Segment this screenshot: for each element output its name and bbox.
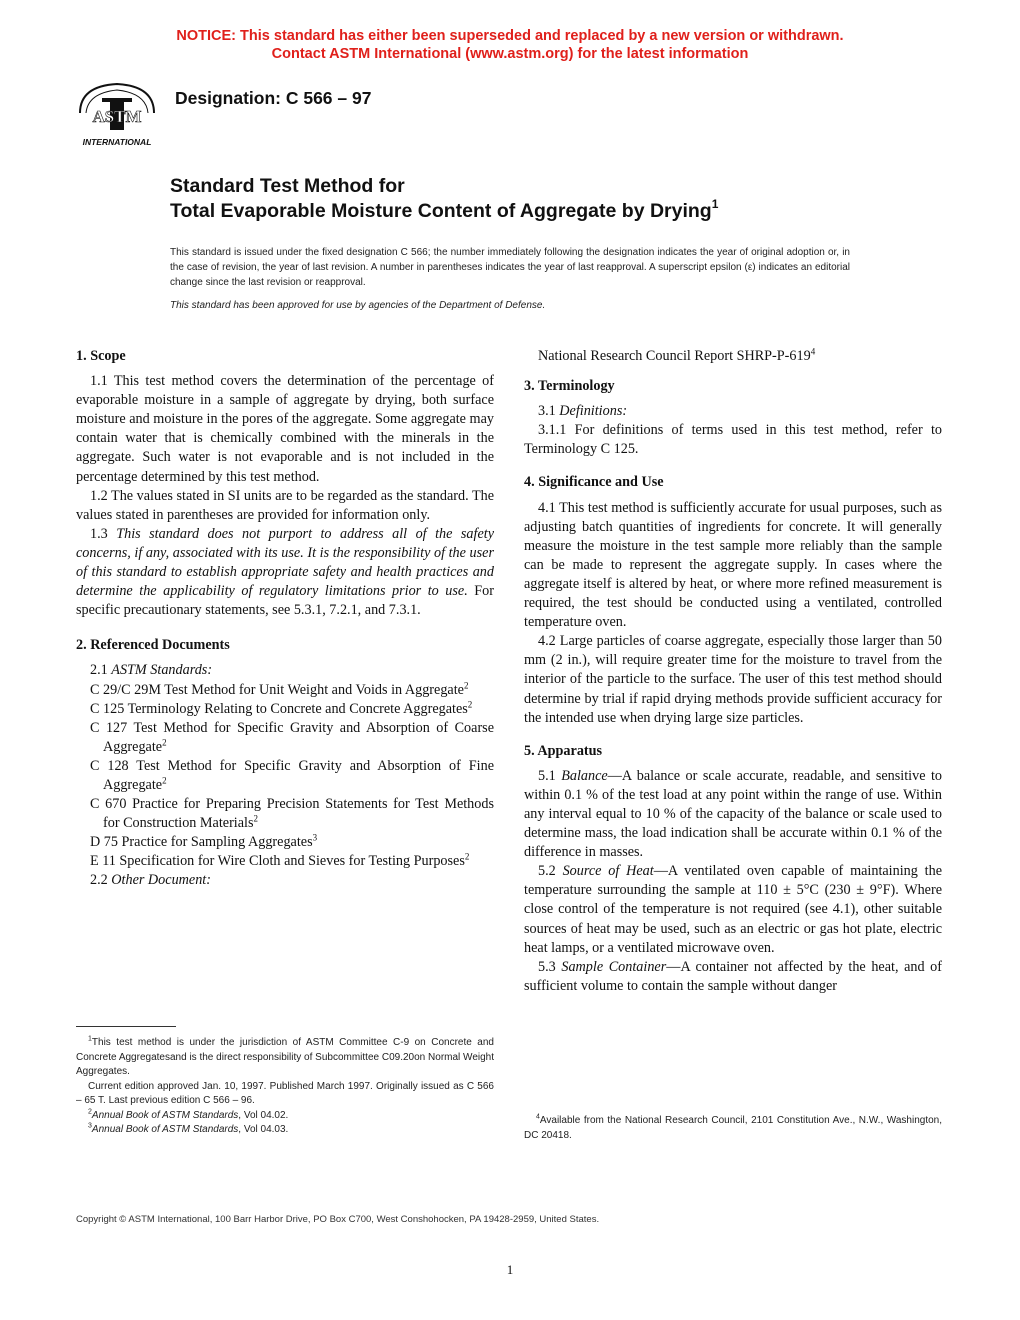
reference-text: C 125 Terminology Relating to Concrete and Concrete Aggregates [90, 700, 468, 717]
footnote-rule [76, 1026, 176, 1027]
reference-text: C 128 Test Method for Specific Gravity and Absorption of Fine Aggregate [90, 757, 494, 793]
footnote-3-italic: Annual Book of ASTM Standards [91, 1124, 239, 1135]
reference-text: D 75 Practice for Sampling Aggregates [90, 834, 313, 851]
footnote-2-mark: 2 [88, 1108, 92, 1116]
reference-sup: 2 [162, 737, 167, 748]
footnote-1-text: This test method is under the jurisdiction of ASTM Committee C-9 on Concrete and Concrete Aggregatesand is the direct responsibility of Subcommittee C09.20on Normal Weight Aggregates. [76, 1037, 494, 1077]
sub1-label: ASTM Standards: [111, 662, 213, 679]
reference-item [76, 852, 494, 871]
footnote-4-mark: 4 [536, 1113, 540, 1121]
apparatus-5-2 [524, 862, 942, 957]
footnotes-right [524, 1114, 942, 1143]
reference-sup: 2 [162, 775, 167, 786]
scope-1-3-italic: This standard does not purport to address all of the safety concerns, if any, associated with its use. It is the responsibility of the user of this standard to establish appropriate safety and health practices and determine the applicability of regulatory limitations prior to use. [76, 525, 494, 600]
footnote-3-mark: 3 [88, 1122, 92, 1130]
definitions-label: Definitions: [559, 403, 628, 420]
supersede-notice [0, 27, 1020, 63]
left-column [76, 345, 494, 891]
apparatus-5-1-num: 5.1 [538, 767, 562, 784]
reference-sup: 2 [467, 698, 473, 709]
logo-subtext: INTERNATIONAL [82, 137, 152, 147]
reference-sup: 2 [464, 851, 470, 862]
terminology-3-1-1: 3.1.1 For definitions of terms used in this test method, refer to Terminology C 125. [524, 422, 942, 458]
apparatus-5-3-text: —A container not affected by the heat, and of sufficient volume to contain the sample without danger [524, 958, 943, 994]
right-column [524, 345, 942, 996]
significance-heading: 4. Significance and Use [524, 474, 664, 491]
referenced-heading: 2. Referenced Documents [76, 637, 230, 654]
scope-1-3-num: 1.3 [90, 525, 117, 542]
reference-text: E 11 Specification for Wire Cloth and Sieves for Testing Purposes [90, 853, 465, 870]
apparatus-heading: 5. Apparatus [524, 742, 603, 759]
scope-heading: 1. Scope [76, 348, 126, 364]
sub2-num: 2.2 [90, 872, 112, 889]
title-line-1: Standard Test Method for [170, 175, 405, 197]
reference-list [76, 681, 494, 872]
reference-text: C 29/C 29M Test Method for Unit Weight and Voids in Aggregate [90, 681, 464, 698]
scope-1-3-rest: For specific precautionary statements, see 5.3.1, 7.2.1, and 7.3.1. [76, 583, 495, 619]
astm-logo [72, 78, 162, 148]
footnote-4 [524, 1114, 942, 1143]
footnote-1-mark: 1 [88, 1035, 92, 1043]
designation: Designation: C 566 – 97 [175, 88, 372, 108]
title-footnote-mark: 1 [711, 196, 719, 211]
definitions-sub [524, 402, 942, 421]
scope-1-3 [76, 525, 494, 620]
reference-item [76, 833, 494, 852]
other-document [524, 347, 942, 366]
apparatus-5-1 [524, 767, 942, 862]
apparatus-5-2-num: 5.2 [538, 863, 563, 880]
footnote-1b: Current edition approved Jan. 10, 1997. Published March 1997. Originally issued as C 566 – 65 T. Last previous edition C 566 – 96. [76, 1080, 494, 1106]
approved-note: This standard has been approved for use by agencies of the Department of Defense. [170, 300, 546, 311]
document-title [170, 174, 718, 224]
apparatus-5-2-text: —A ventilated oven capable of maintaining the temperature surrounding the sample at 110 ± 5°C (230 ± 9°F). Where close control of the temperature is not required (see 4.1), other suitable sources of heat may be used, such as an electric or gas hot plate, electric heat lamps, or a ventilated microwave oven. [524, 863, 943, 956]
reference-item [76, 700, 494, 719]
significance-4-2: 4.2 Large particles of coarse aggregate, especially those larger than 50 mm (2 in.), will require greater time for the moisture to travel from the interior of the particle to the surface. The user of this test method should determine by trial if rapid drying methods provide sufficient accuracy for the intended use when drying large size particles. [524, 633, 942, 726]
significance-4-1: 4.1 This test method is sufficiently accurate for usual purposes, such as adjusting batch quantities of ingredients for concrete. It will generally measure the moisture in the test sample more reliably than the sample can be made to represent the aggregate supply. In cases where the aggregate itself is altered by heat, or where more refined measurement is required, the test should be conducted using a ventilated, controlled temperature oven. [524, 499, 942, 631]
other-document-sup: 4 [810, 346, 816, 357]
apparatus-5-1-text: —A balance or scale accurate, readable, and sensitive to within 0.1 % of the test load at any point within the range of use. Within any interval equal to 10 % of the capacity of the balance or scale used to determine mass, the load indication shall be accurate within 0.1 % of the difference in masses. [524, 767, 942, 861]
apparatus-5-1-term: Balance [561, 767, 608, 784]
reference-sup: 3 [312, 832, 318, 843]
reference-item [76, 757, 494, 795]
footnote-1 [76, 1036, 494, 1080]
apparatus-5-2-term: Source of Heat [562, 863, 654, 880]
sub2-label: Other Document: [111, 872, 211, 889]
notice-line-2: Contact ASTM International (www.astm.org) for the latest information [271, 46, 749, 62]
footnote-2-italic: Annual Book of ASTM Standards [91, 1109, 239, 1121]
footnote-2 [76, 1109, 494, 1124]
page-number: 1 [506, 1262, 514, 1277]
scope-1-2: 1.2 The values stated in SI units are to be regarded as the standard. The values stated in parentheses are provided for information only. [76, 487, 494, 523]
title-main: Total Evaporable Moisture Content of Aggregate by Drying [170, 200, 712, 222]
reference-sup: 2 [253, 813, 259, 824]
footnote-2-rest: , Vol 04.02. [238, 1109, 289, 1121]
scope-1-1: 1.1 This test method covers the determination of the percentage of evaporable moisture in a sample of aggregate by drying, both surface moisture and moisture in the pores of the aggregate. Some aggregate may contain water that is chemically combined with the minerals in the aggregate. Such water is not evaporable and is not included in the percentage determined by this test method. [76, 373, 494, 485]
reference-item [76, 681, 494, 700]
other-document-text: National Research Council Report SHRP-P-619 [538, 348, 811, 364]
reference-text: C 670 Practice for Preparing Precision Statements for Test Methods for Construction Materials [90, 796, 494, 832]
title-line-2 [170, 196, 719, 224]
sub1-num: 2.1 [90, 662, 112, 679]
footnote-3-rest: , Vol 04.03. [238, 1124, 289, 1135]
copyright-line: Copyright © ASTM International, 100 Barr Harbor Drive, PO Box C700, West Conshohocken, PA 19428-2959, United States. [76, 1214, 600, 1225]
logo-text: ASTM [92, 107, 142, 126]
astm-standards-sub [76, 661, 494, 680]
definitions-num: 3.1 [538, 403, 560, 420]
terminology-heading: 3. Terminology [524, 378, 615, 395]
apparatus-5-3 [524, 958, 942, 996]
notice-line-1: NOTICE: This standard has either been superseded and replaced by a new version or withdrawn. [176, 28, 844, 44]
apparatus-5-3-num: 5.3 [538, 958, 562, 975]
reference-sup: 2 [463, 679, 469, 690]
footnotes-left [76, 1036, 494, 1138]
reference-item [76, 719, 494, 757]
issued-note: This standard is issued under the fixed designation C 566; the number immediately following the designation indicates the year of original adoption or, in the case of revision, the year of last revision. A number in parentheses indicates the year of last reapproval. A superscript epsilon (ε) indicates an editorial change since the last revision or reapproval. [170, 247, 850, 288]
footnote-3 [76, 1123, 494, 1138]
reference-text: C 127 Test Method for Specific Gravity and Absorption of Coarse Aggregate [90, 719, 494, 755]
apparatus-5-3-term: Sample Container [561, 958, 667, 975]
reference-item [76, 795, 494, 833]
other-document-sub [76, 871, 494, 890]
footnote-4-text: Available from the National Research Council, 2101 Constitution Ave., N.W., Washington, DC 20418. [524, 1115, 942, 1141]
